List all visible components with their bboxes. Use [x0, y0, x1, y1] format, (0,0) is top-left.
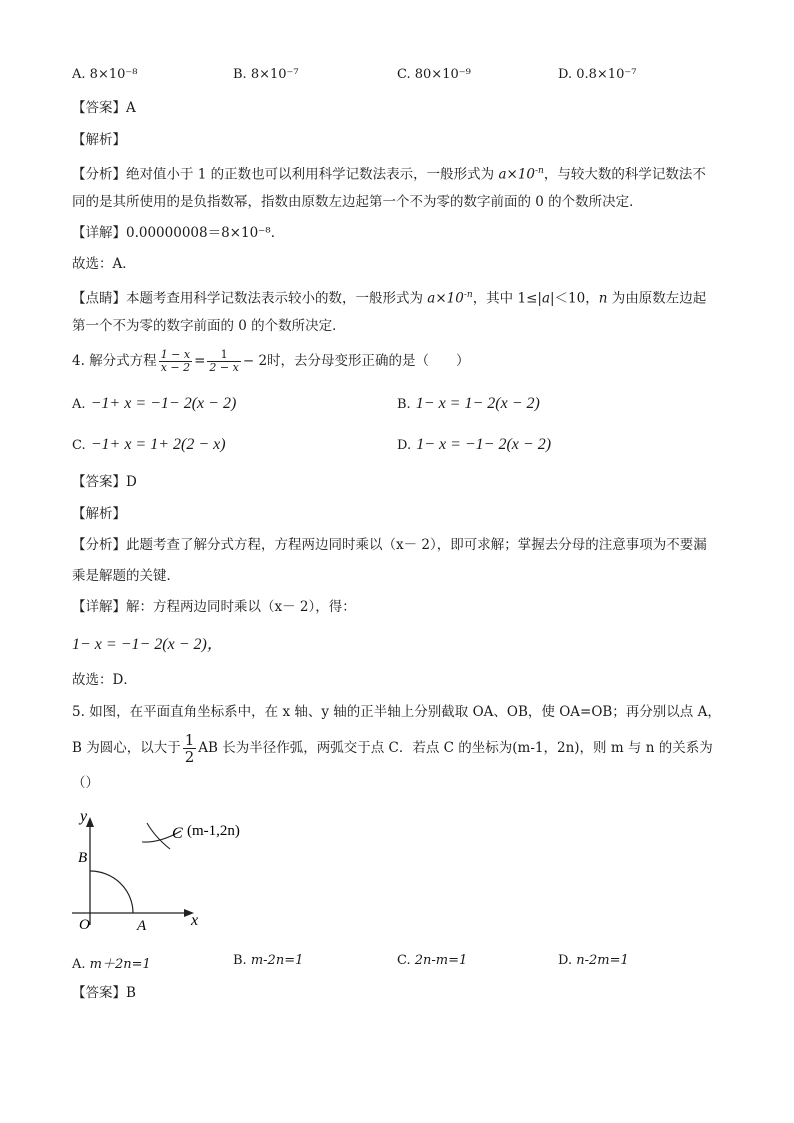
origin-label: O — [79, 917, 90, 933]
arc-b-to-a — [90, 871, 133, 913]
q3-choose: 故选：A． — [72, 256, 136, 272]
math-expr: a×10 — [427, 290, 464, 307]
option-value: −1+ x = 1+ 2(2 − x) — [90, 436, 226, 453]
option-label: A. — [72, 957, 86, 972]
option-label: C. — [72, 438, 86, 453]
answer-tag: 【答案】 — [72, 474, 126, 490]
option-value: m-2n=1 — [250, 953, 304, 968]
q4-option-a — [72, 393, 236, 413]
q3-option-a — [72, 67, 137, 82]
option-label: C. — [397, 67, 411, 82]
option-value: 0.8×10⁻⁷ — [576, 67, 637, 82]
option-value: −1+ x = −1− 2(x − 2) — [90, 395, 237, 412]
text: 本题考查用科学记数法表示较小的数，一般形式为 — [126, 290, 428, 307]
fraction-denominator: 2 − x — [209, 361, 239, 374]
option-value: m＋2n=1 — [89, 957, 151, 972]
fraction-numerator: 1 — [207, 349, 240, 362]
option-label: B. — [233, 67, 247, 82]
option-label: D. — [558, 953, 573, 968]
option-label: D. — [397, 438, 412, 453]
text: 如图，在平面直角坐标系中，在 x 轴、y 轴的正半轴上分别截取 OA、OB，使 OA=OB；再分别以点 A， — [89, 704, 721, 720]
q5-stem-line1 — [72, 702, 721, 722]
q4-choose: 故选：D． — [72, 672, 137, 688]
option-value: 8×10⁻⁸ — [89, 67, 138, 82]
text: B 为圆心，以大于 — [72, 740, 181, 756]
q3-fenxi-line1 — [72, 161, 706, 185]
option-label: A. — [72, 67, 86, 82]
q4-option-b — [397, 393, 540, 413]
option-label: A. — [72, 397, 86, 412]
q5-option-b — [233, 953, 303, 968]
q3-review-line1 — [72, 285, 706, 309]
detail-text: 解：方程两边同时乘以（x－ 2），得： — [126, 599, 356, 615]
text: ，与较大数的科学记数法不 — [543, 166, 706, 183]
text: AB 长为半径作弧，两弧交于点 C．若点 C 的坐标为(m-1，2n)，则 m 与 n 的关系为 — [198, 740, 713, 756]
option-label: B. — [233, 953, 247, 968]
fraction-numerator: 1 — [184, 731, 195, 749]
q3-option-b — [233, 67, 299, 82]
point-c-coordinate: (m-1,2n) — [187, 823, 240, 839]
text: ，其中 1≤| — [472, 290, 542, 307]
option-value: 1− x = 1− 2(x − 2) — [415, 395, 540, 412]
equals-sign: = — [194, 353, 206, 369]
fraction-denominator: 2 — [184, 748, 195, 766]
answer-tag: 【答案】 — [72, 985, 126, 1001]
text: |＜10， — [550, 290, 599, 307]
q4-answer — [72, 472, 137, 492]
arc-from-a — [147, 823, 170, 849]
option-label: D. — [558, 67, 573, 82]
point-b-label: B — [78, 850, 88, 866]
text: 解分式方程 — [89, 353, 157, 369]
option-value: 80×10⁻⁹ — [414, 67, 471, 82]
q3-answer — [72, 98, 136, 118]
option-value: 2n-m=1 — [414, 953, 468, 968]
math-var: a — [541, 290, 550, 307]
fraction — [159, 349, 192, 374]
option-label: C. — [397, 953, 411, 968]
point-c-label: C — [172, 825, 183, 842]
fraction-denominator: x − 2 — [160, 361, 191, 374]
q5-blank: （） — [72, 775, 99, 791]
q5-answer — [72, 983, 136, 1003]
text: 绝对值小于 1 的正数也可以利用科学记数法表示，一般形式为 — [126, 166, 499, 183]
option-label: B. — [397, 397, 411, 412]
math-exponent: -n — [535, 166, 544, 176]
answer-value: B — [126, 985, 136, 1001]
math-exponent: -n — [463, 290, 473, 300]
q3-detail — [72, 223, 284, 243]
review-tag: 【点睛】 — [72, 290, 126, 307]
q4-stem — [72, 349, 470, 374]
q3-fenxi-line2: 同的是其所使用的是负指数幂，指数由原数左边起第一个不为零的数字前面的 0 的个数所决定． — [72, 194, 643, 210]
fraction-numerator: 1 − x — [160, 348, 191, 361]
q4-fenxi-line2: 乘是解题的关键． — [72, 568, 180, 584]
fraction — [207, 349, 240, 374]
detail-tag: 【详解】 — [72, 225, 126, 241]
q3-review-line2: 第一个不为零的数字前面的 0 的个数所决定． — [72, 318, 346, 334]
fraction-one-half — [183, 732, 197, 765]
q5-stem-line2 — [72, 732, 713, 765]
math-expr: a×10 — [498, 166, 536, 183]
answer-tag: 【答案】 — [72, 100, 126, 116]
option-value: 8×10⁻⁷ — [250, 67, 299, 82]
fenxi-tag: 【分析】 — [72, 166, 126, 183]
q4-option-d — [397, 434, 551, 454]
q4-fenxi-line1 — [72, 535, 707, 555]
y-label: y — [80, 808, 88, 825]
text: 为由原数左边起 — [607, 290, 707, 307]
q5-option-a — [72, 953, 151, 972]
x-label: x — [191, 912, 199, 929]
coordinate-figure — [60, 805, 290, 940]
fenxi-tag: 【分析】 — [72, 537, 126, 553]
math-var: n — [598, 290, 608, 307]
q4-option-c — [72, 434, 226, 454]
question-number: 4. — [72, 353, 85, 369]
detail-text: 0.00000008＝8×10⁻⁸． — [126, 225, 285, 241]
q5-option-c — [397, 953, 467, 968]
point-a-label: A — [137, 918, 147, 934]
q5-option-d — [558, 953, 629, 968]
q4-detail — [72, 597, 356, 617]
q3-option-d — [558, 67, 636, 82]
answer-value: D — [126, 474, 137, 490]
answer-value: A — [126, 100, 136, 116]
y-axis-arrow — [86, 817, 94, 827]
text: 此题考查了解分式方程，方程两边同时乘以（x－ 2），即可求解；掌握去分母的注意事项为不要漏 — [126, 537, 707, 553]
option-value: n-2m=1 — [576, 953, 629, 968]
question-number: 5. — [72, 704, 85, 720]
option-value: 1− x = −1− 2(x − 2) — [416, 436, 552, 453]
detail-tag: 【详解】 — [72, 599, 126, 615]
text: − 2时，去分母变形正确的是（ ） — [242, 353, 470, 369]
q4-equation: 1− x = −1− 2(x − 2)， — [72, 636, 223, 653]
q4-analysis-tag: 【解析】 — [72, 506, 126, 522]
q3-analysis-tag: 【解析】 — [72, 132, 126, 148]
q3-option-c — [397, 67, 471, 82]
